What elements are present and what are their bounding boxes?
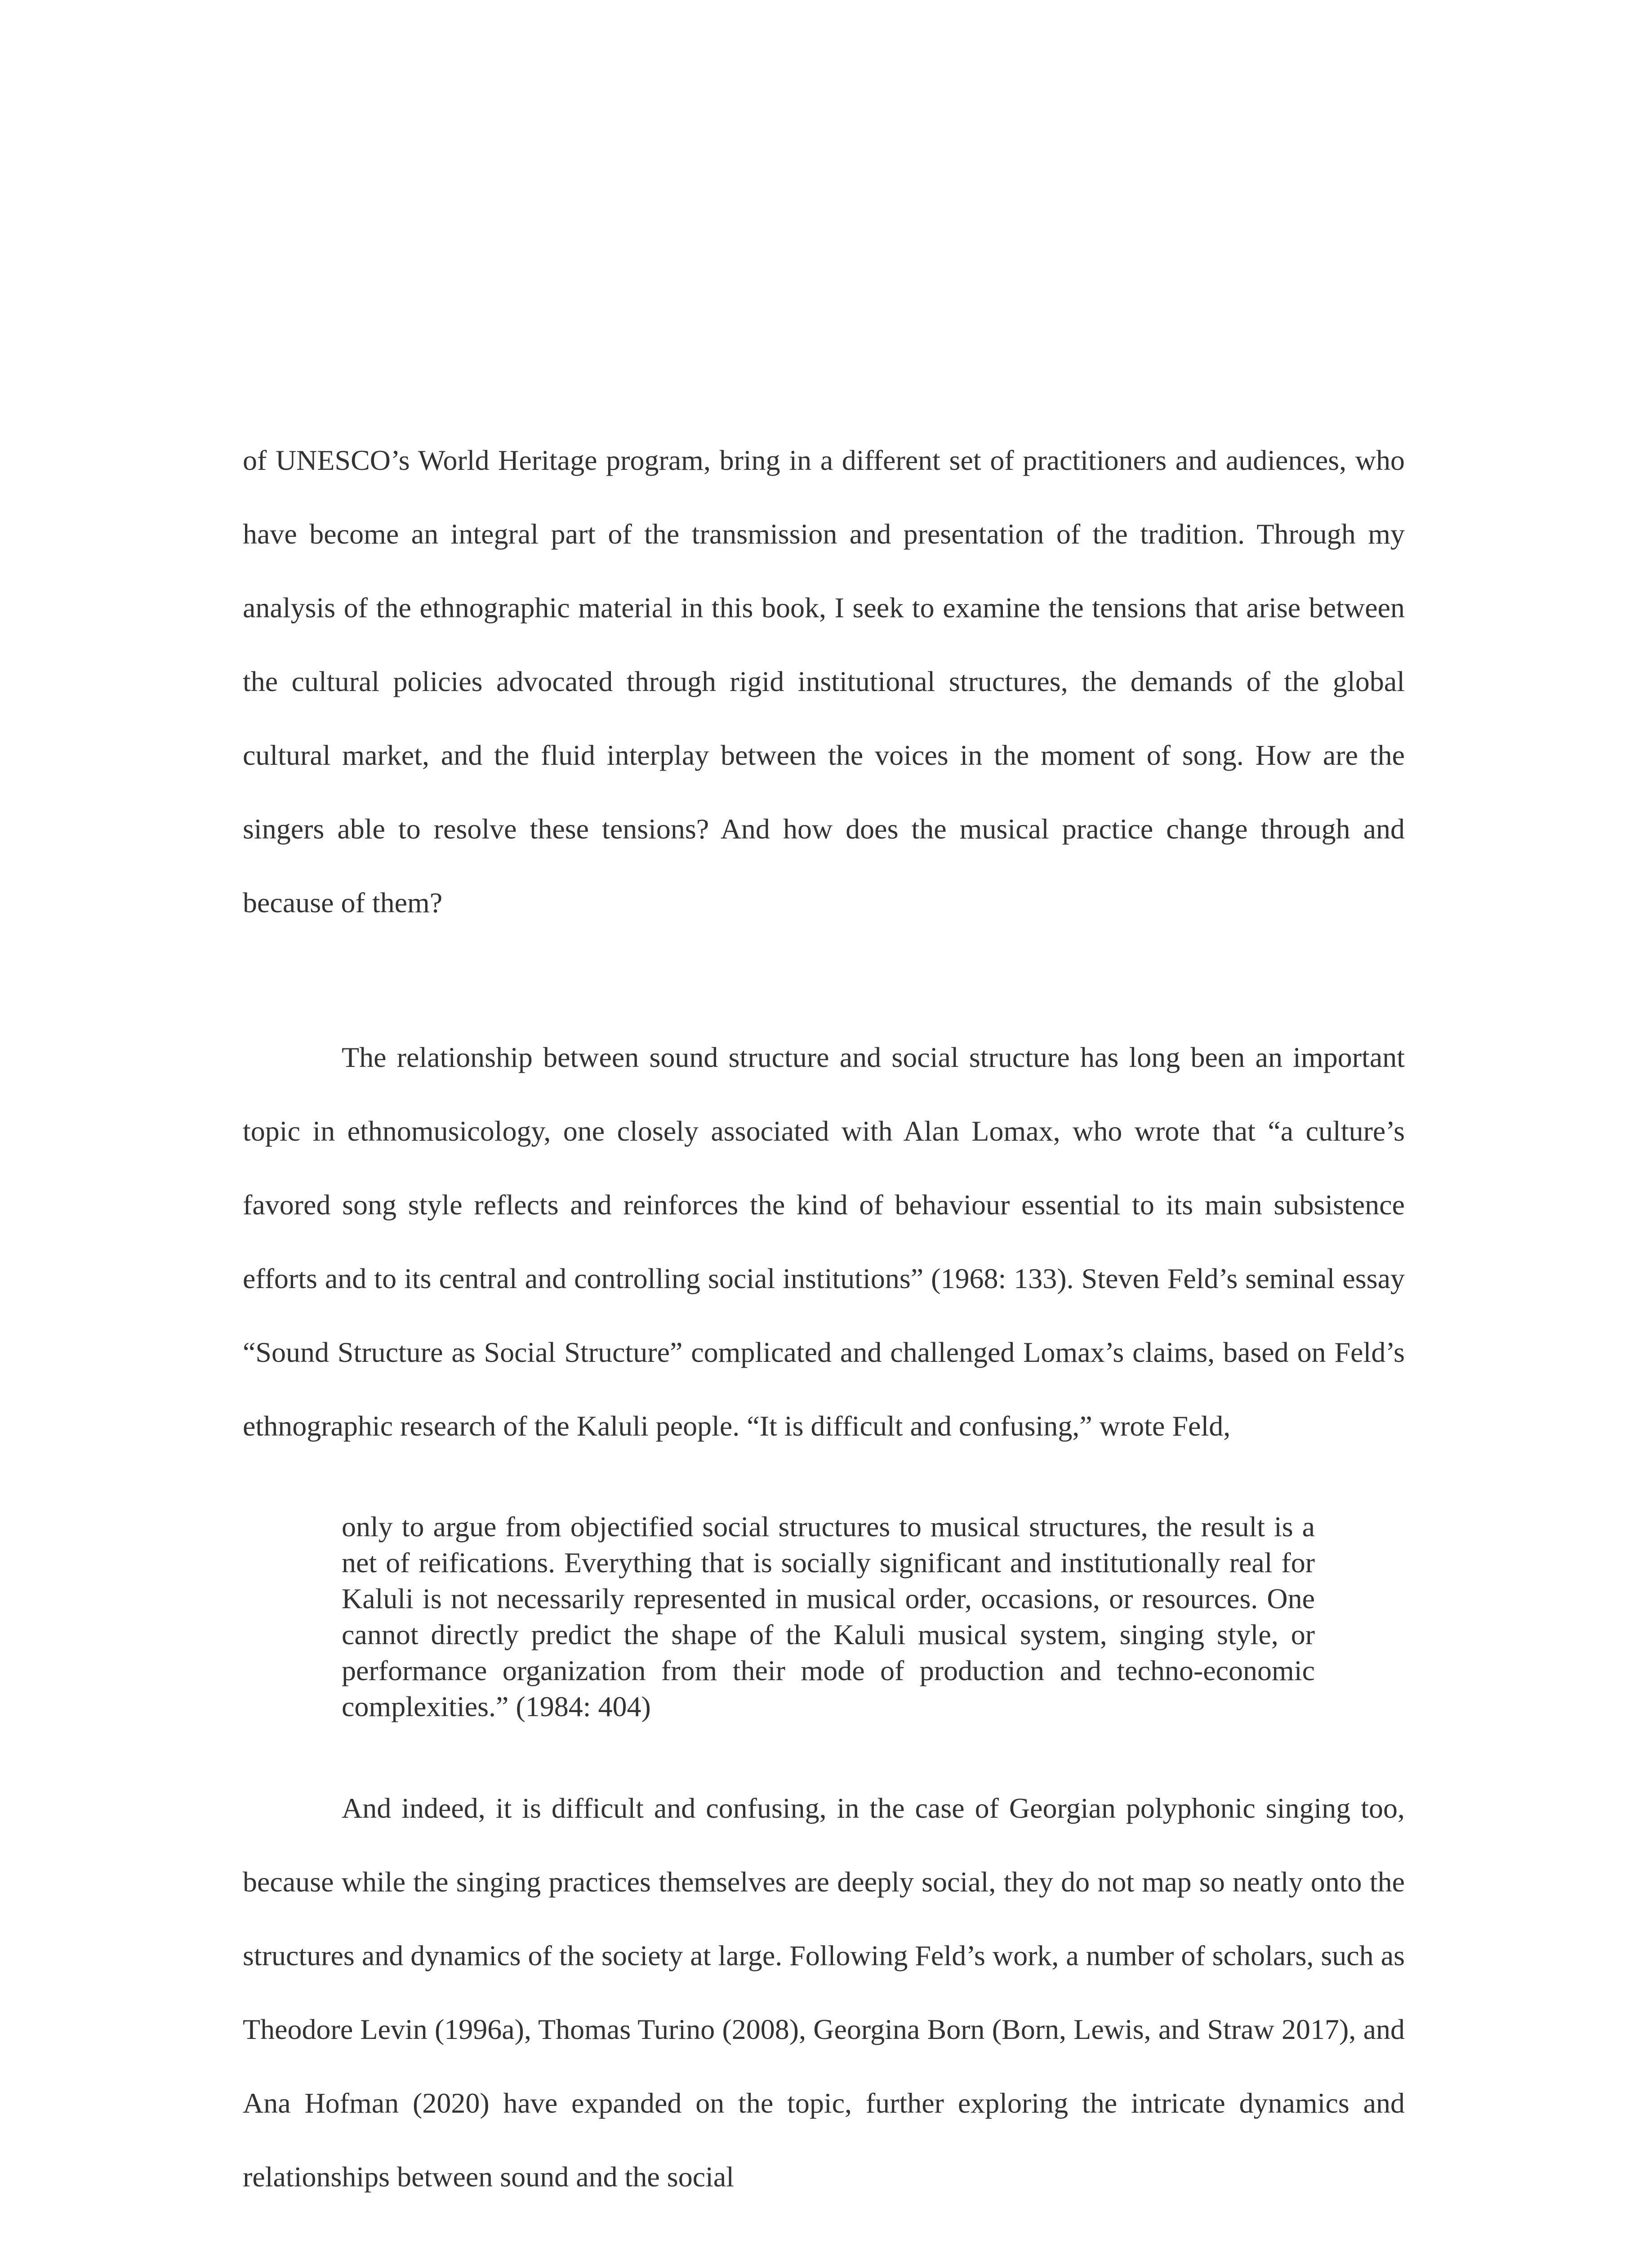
body-paragraph-3: And indeed, it is difficult and confusing, in the case of Georgian polyphonic singing too, because while the singing practices themselves are deeply social, they do not map so neatly onto the structures and dynamics of the society at large. Following Feld’s work, a number of scholars, such as Theodore Levin (1996a), Thomas Turino (2008), Georgina Born (Born, Lewis, and Straw 2017), and Ana Hofman (2020) have expanded on the topic, further exploring the intricate dynamics and relationships between sound and the social xyxy=(243,1792,1405,2193)
body-paragraph-2: The relationship between sound structure and social structure has long been an important topic in ethnomusicology, one closely associated with Alan Lomax, who wrote that “a culture’s favored song style reflects and reinforces the kind of behaviour essential to its main subsistence efforts and to its central and controlling social institutions” (1968: 133). Steven Feld’s seminal essay “Sound Structure as Social Structure” complicated and challenged Lomax’s claims, based on Feld’s ethnographic research of the Kaluli people. “It is difficult and confusing,” wrote Feld, xyxy=(243,1041,1405,1442)
body-paragraph-1: of UNESCO’s World Heritage program, bring in a different set of practitioners and audiences, who have become an integral part of the transmission and presentation of the tradition. Through my analysis of the ethnographic material in this book, I seek to examine the tensions that arise between the cultural policies advocated through rigid institutional structures, the demands of the global cultural market, and the fluid interplay between the voices in the moment of song. How are the singers able to resolve these tensions? And how does the musical practice change through and because of them? xyxy=(243,444,1405,919)
block-quote: only to argue from objectified social structures to musical structures, the result is a net of reifications. Everything that is socially significant and institutionally real for Kaluli is not necessarily represented in musical order, occasions, or resources. One cannot directly predict the shape of the Kaluli musical system, singing style, or performance organization from their mode of production and techno-economic complexities.” (1984: 404) xyxy=(342,1511,1315,1722)
